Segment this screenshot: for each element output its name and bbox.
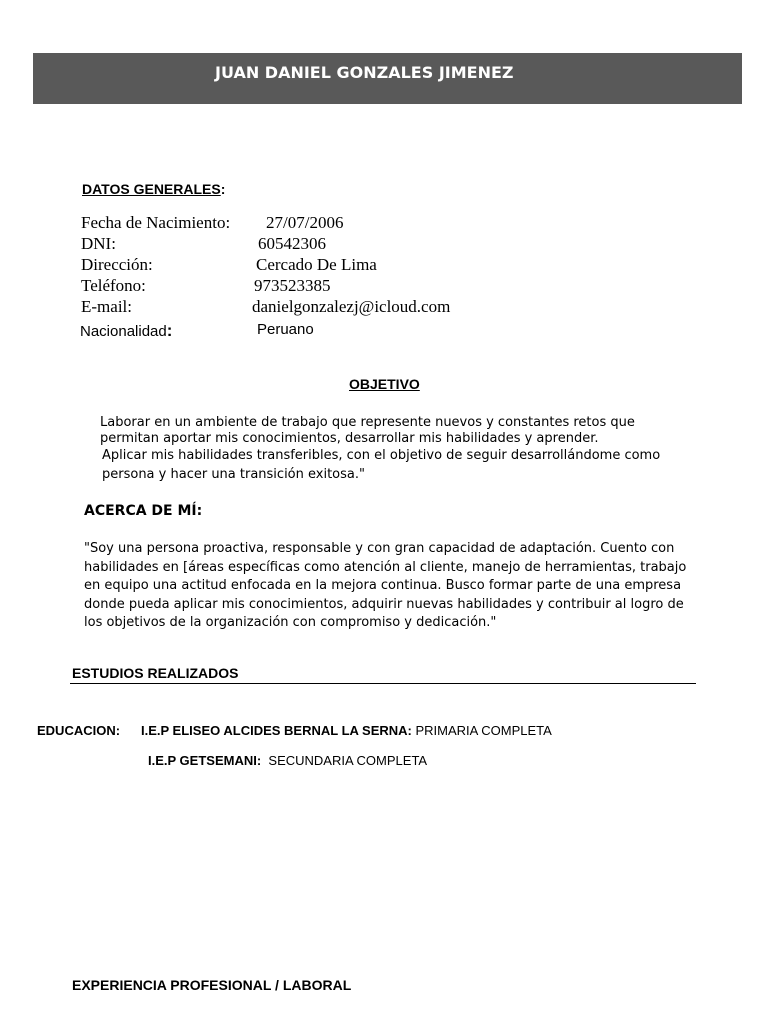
objetivo-heading: OBJETIVO [349,376,420,392]
acerca-line-5: los objetivos de la organización con compromiso y dedicación." [84,615,497,630]
field-value-address: Cercado De Lima [256,255,377,274]
objetivo-line-1: Laborar en un ambiente de trabajo que represente nuevos y constantes retos que [100,415,635,430]
field-label-email: E-mail: [81,297,132,316]
acerca-line-2: habilidades en [áreas específicas como atención al cliente, manejo de herramientas, trabajo [84,560,687,575]
field-value-phone: 973523385 [254,276,331,295]
educacion-label: EDUCACION: [37,723,121,738]
nationality-label-text: Nacionalidad [80,323,167,340]
objetivo-line-2: permitan aportar mis conocimientos, desarrollar mis habilidades y aprender. [100,431,599,446]
objetivo-line-4: persona y hacer una transición exitosa." [102,467,365,482]
field-label-phone: Teléfono: [81,276,146,295]
acerca-line-1: "Soy una persona proactiva, responsable y con gran capacidad de adaptación. Cuento con [84,541,675,556]
datos-heading-colon: : [220,181,226,197]
school-name-primary: I.E.P ELISEO ALCIDES BERNAL LA SERNA: [141,723,412,738]
acerca-heading: ACERCA DE MÍ: [84,503,203,519]
field-value-birthdate: 27/07/2006 [266,213,344,232]
objetivo-line-3: Aplicar mis habilidades transferibles, con el objetivo de seguir desarrollándome como [102,448,661,463]
name-banner [33,53,742,104]
school-level-secondary: SECUNDARIA COMPLETA [268,753,428,768]
estudios-heading: ESTUDIOS REALIZADOS [72,665,239,681]
estudios-divider [70,683,696,684]
school-level-primary: PRIMARIA COMPLETA [415,723,552,738]
education-item-primary [141,723,552,738]
datos-generales-heading [82,181,225,197]
field-label-nationality [80,321,172,341]
field-value-nationality: Peruano [257,321,314,338]
experiencia-heading: EXPERIENCIA PROFESIONAL / LABORAL [72,977,352,993]
school-name-secondary: I.E.P GETSEMANI: [148,753,262,768]
datos-heading-text: DATOS GENERALES [82,181,221,197]
field-label-dni: DNI: [81,234,116,253]
field-label-birthdate: Fecha de Nacimiento: [81,213,231,232]
field-value-email: danielgonzalezj@icloud.com [252,297,451,316]
acerca-line-4: donde pueda aplicar mis conocimientos, adquirir nuevas habilidades y contribuir al logro de [84,597,684,612]
candidate-name: JUAN DANIEL GONZALES JIMENEZ [215,63,514,82]
education-item-secondary [148,753,427,768]
field-label-address: Dirección: [81,255,153,274]
acerca-line-3: en equipo una actitud enfocada en la mejora continua. Busco formar parte de una empresa [84,578,682,593]
field-value-dni: 60542306 [258,234,326,253]
nationality-label-colon: : [166,321,173,340]
